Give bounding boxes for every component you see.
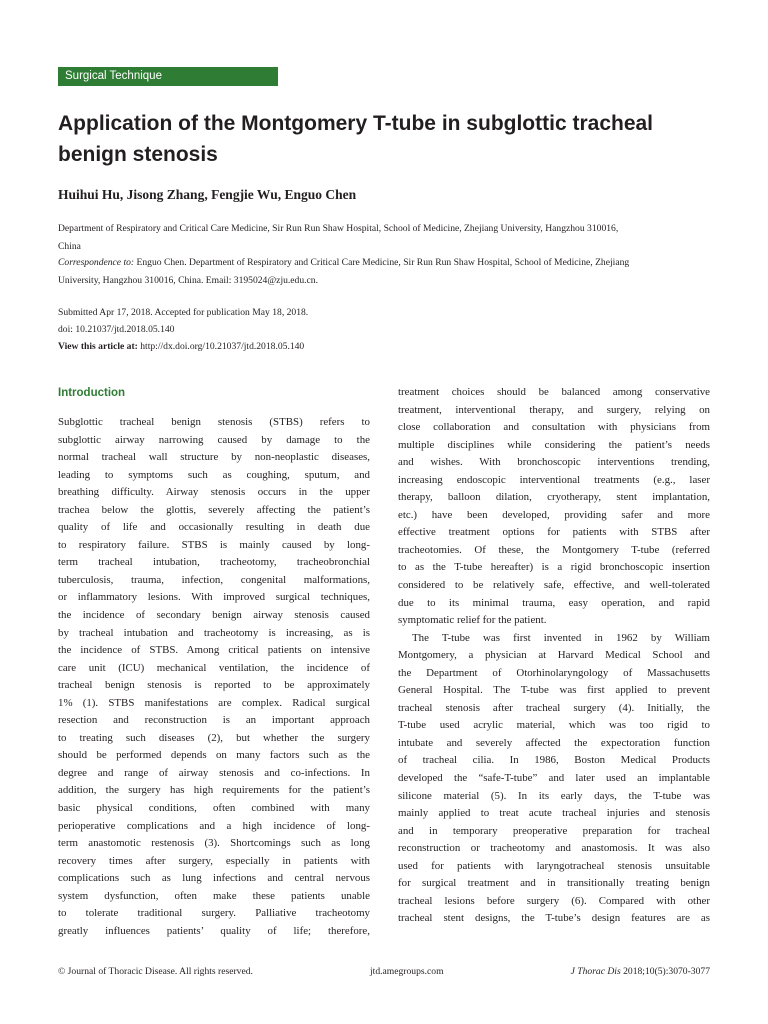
text-line: breathing difficulty. Airway stenosis occurs in the upper — [58, 486, 370, 499]
text-line: the Department of Otorhinolaryngology of Massachusetts — [398, 666, 710, 679]
text-line: multiple disciplines while considering the patient’s needs — [398, 438, 710, 451]
text-line: normal tracheal wall structure by non-neoplastic diseases, — [58, 451, 370, 464]
text-line: treatment choices should be balanced among conservative — [398, 386, 710, 398]
text-line: tuberculosis, trauma, infection, congenital malformations, — [58, 573, 370, 586]
text-line: mainly applied to treat acute tracheal injuries and stenosis — [398, 807, 710, 820]
text-line: developed the “safe-T-tube” and later used an implantable — [398, 772, 710, 785]
text-line: to as the T-tube hereafter) is a rigid bronchoscopic insertion — [398, 561, 710, 574]
text-line: considered to be relatively safe, effective, and well-tolerated — [398, 579, 710, 592]
text-line: to respiratory failure. STBS is mainly caused by long- — [58, 538, 370, 551]
text-line: greatly influences patients’ quality of life; therefore, — [58, 924, 370, 937]
text-line: term anastomotic restenosis (3). Shortcomings such as long — [58, 837, 370, 850]
text-line: to treating such diseases (2), but whether the surgery — [58, 731, 370, 744]
text-line: Montgomery, a physician at Harvard Medical School and — [398, 649, 710, 662]
text-line: symptomatic relief for the patient. — [398, 614, 547, 627]
text-line: silicone material (5). In its early days, the T-tube was — [398, 789, 710, 802]
text-line: term tracheal intubation, tracheotomy, tracheobronchial — [58, 556, 370, 569]
footer-copyright: © Journal of Thoracic Disease. All rights reserved. — [58, 966, 253, 977]
text-line: leading to symptoms such as coughing, sputum, and — [58, 468, 370, 481]
view-article-link[interactable]: http://dx.doi.org/10.21037/jtd.2018.05.140 — [137, 341, 305, 352]
title-line-2: benign stenosis — [58, 143, 218, 166]
correspondence-line-2: University, Hangzhou 310016, China. Email: 3195024@zju.edu.cn. — [58, 274, 319, 286]
section-heading-introduction: Introduction — [58, 387, 126, 399]
section-tag: Surgical Technique — [58, 67, 278, 86]
body-column-right — [398, 384, 710, 928]
text-line: trachea below the glottis, severely affecting the patient’s — [58, 503, 370, 516]
author-list: Huihui Hu, Jisong Zhang, Fengjie Wu, Enguo Chen — [58, 187, 357, 202]
text-line: the incidence of secondary benign airway stenosis caused — [58, 609, 370, 622]
article-title — [58, 108, 698, 170]
doi: doi: 10.21037/jtd.2018.05.140 — [58, 324, 175, 335]
text-line: by tracheal intubation and tracheotomy is increasing, as is — [58, 626, 370, 639]
text-line: tracheal stent designs, the T-tube’s design features are as — [398, 912, 710, 925]
text-line: system dysfunction, often make these patients unable — [58, 889, 370, 902]
footer-journal-name: J Thorac Dis — [570, 966, 621, 977]
text-line: 1% (1). STBS manifestations are complex. Radical surgical — [58, 696, 370, 709]
affiliation-line-1: Department of Respiratory and Critical Care Medicine, Sir Run Run Shaw Hospital, School of Medicine, Zhejiang University, Hangzhou 310016, — [58, 223, 619, 234]
text-line: used for patients with laryngotracheal stenosis unsuitable — [398, 859, 710, 872]
text-line: T-tube used acrylic material, which was too rigid to — [398, 719, 710, 732]
footer-citation — [571, 966, 710, 977]
text-line: intubate and severely affected the expectoration function — [398, 736, 710, 749]
correspondence-label: Correspondence to: — [58, 257, 135, 268]
correspondence — [58, 254, 710, 289]
text-line: resection and reconstruction is an important approach — [58, 714, 370, 727]
text-line: treatment, interventional therapy, and surgery, relying on — [398, 403, 710, 416]
text-line: subglottic airway narrowing caused by damage to the — [58, 433, 370, 446]
affiliation — [58, 220, 710, 255]
text-line: quality of life and occasionally resulting in death due — [58, 521, 370, 534]
text-line: increasing endoscopic interventional treatments (e.g., laser — [398, 473, 710, 486]
text-line: perioperative complications and a high incidence of long- — [58, 819, 370, 832]
submission-dates: Submitted Apr 17, 2018. Accepted for publication May 18, 2018. — [58, 307, 309, 318]
view-article-line — [58, 339, 304, 355]
text-line: etc.) have been developed, providing safer and more — [398, 508, 710, 521]
body-column-left — [58, 414, 370, 940]
text-line: due to its minimal trauma, easy operation, and rapid — [398, 596, 710, 609]
view-article-label: View this article at: — [58, 341, 138, 352]
text-line: Subglottic tracheal benign stenosis (STBS) refers to — [58, 416, 370, 428]
text-line: effective treatment options for patients with STBS after — [398, 526, 710, 539]
footer-volume-pages: 2018;10(5):3070-3077 — [620, 966, 710, 977]
text-line: should be performed depends on many factors such as the — [58, 749, 370, 762]
correspondence-line-1: Enguo Chen. Department of Respiratory and Critical Care Medicine, Sir Run Run Shaw Hospital, School of Medicine, Zhejiang — [134, 257, 630, 268]
text-line: The T-tube was first invented in 1962 by William — [412, 631, 710, 644]
text-line: and wishes. With bronchoscopic interventions trending, — [398, 456, 710, 469]
text-line: therapy, balloon dilation, cryotherapy, stent implantation, — [398, 491, 710, 504]
text-line: of tracheal cilia. In 1986, Boston Medical Products — [398, 754, 710, 767]
text-line: degree and range of airway stenosis and co-infections. In — [58, 766, 370, 779]
text-line: care unit (ICU) mechanical ventilation, the incidence of — [58, 661, 370, 674]
text-line: addition, the surgery has high requirements for the patient’s — [58, 784, 370, 797]
text-line: to tolerate traditional surgery. Palliative tracheotomy — [58, 907, 370, 920]
footer-website: jtd.amegroups.com — [370, 966, 444, 977]
text-line: the incidence of STBS. Among critical patients on intensive — [58, 644, 370, 657]
text-line: for surgical treatment and in transitionally treating benign — [398, 877, 710, 890]
text-line: recovery times after surgery, especially in patients with — [58, 854, 370, 867]
affiliation-line-2: China — [58, 240, 81, 252]
text-line: tracheal benign stenosis is reported to be approximately — [58, 679, 370, 692]
text-line: or inflammatory lesions. With improved surgical techniques, — [58, 591, 370, 604]
text-line: and in temporary preoperative preparation for tracheal — [398, 824, 710, 837]
text-line: tracheal stenosis after tracheal surgery (4). Initially, the — [398, 701, 710, 714]
text-line: tracheotomies. Of these, the Montgomery T-tube (referred — [398, 543, 710, 556]
text-line: close collaboration and consultation with physicians from — [398, 421, 710, 434]
text-line: General Hospital. The T-tube was first applied to prevent — [398, 684, 710, 697]
title-line-1: Application of the Montgomery T-tube in subglottic tracheal — [58, 112, 654, 135]
text-line: reconstruction or tracheotomy and anastomosis. It was also — [398, 842, 710, 855]
text-line: tracheal lesions before surgery (6). Compared with other — [398, 894, 710, 907]
text-line: complications such as lung infections and central nervous — [58, 872, 370, 885]
text-line: basic physical conditions, often combined with many — [58, 802, 370, 815]
